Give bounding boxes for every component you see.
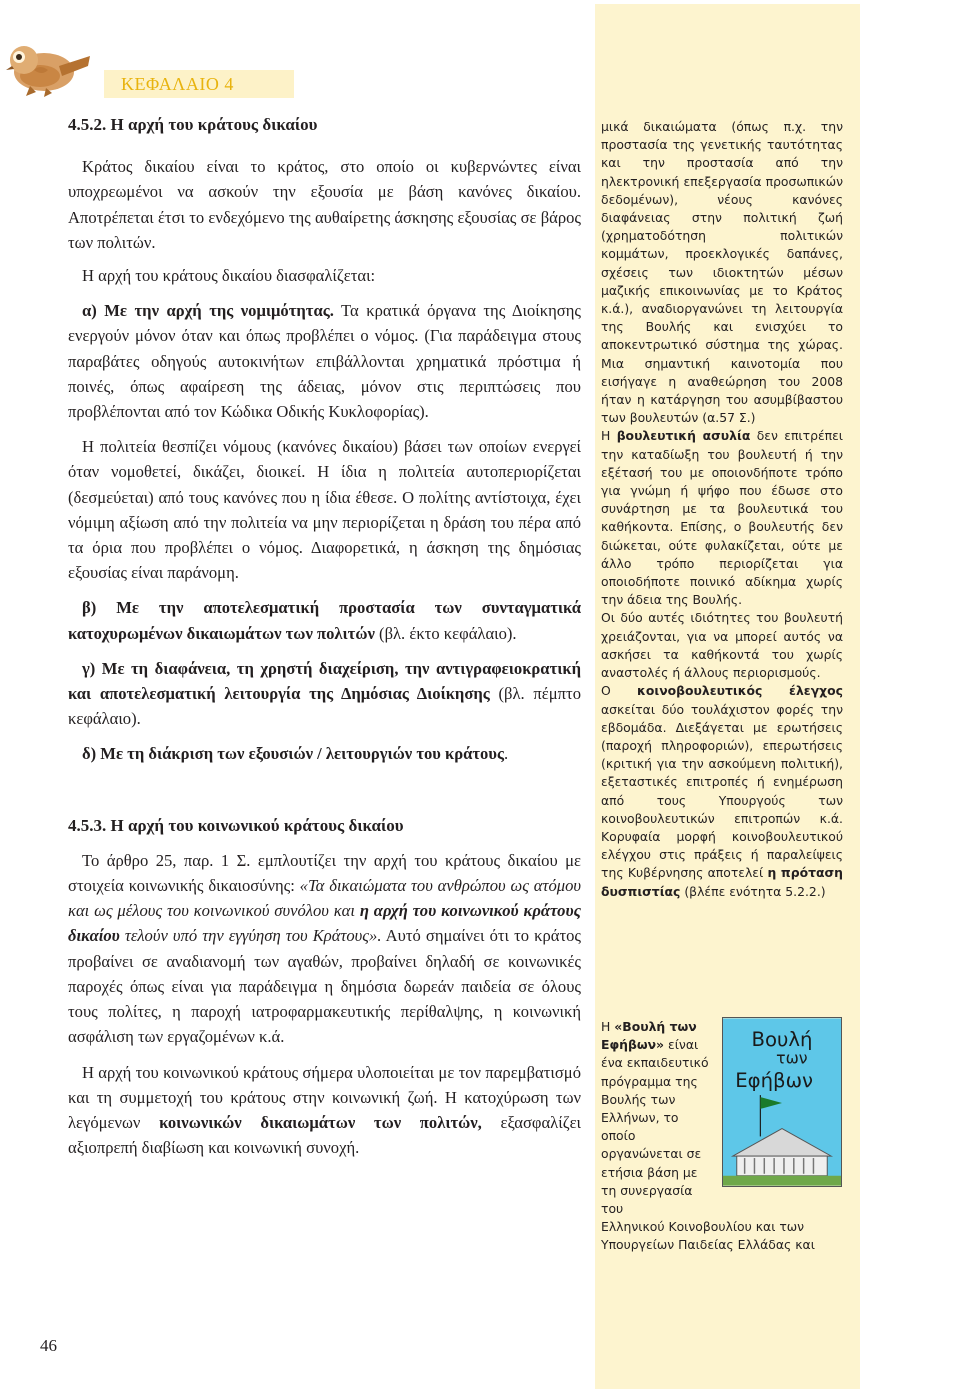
sidebar-line: Ελληνικού Κοινοβουλίου και των — [601, 1219, 805, 1235]
quote-emphasis: η αρχή του κοινωνικού κράτους δικαίου — [68, 901, 582, 946]
section-heading: 4.5.2. Η αρχή του κράτους δικαίου — [68, 115, 318, 134]
paragraph-text: Αυτό σημαίνει ότι το κράτος προβαίνει σε αναδιανομή των αγαθών, προβαίνει δηλαδή σε κοινωνικές παροχές όπως είναι για παράδειγμα η δημόσια δωρεάν παιδεία σε όλους τους πολίτες, η παροχή ιατροφαρμακευτικής περίθαλψης, η κοινωνική ασφάλιση των εργαζομένων κ.ά. — [68, 926, 581, 1047]
chapter-title: ΚΕΦΑΛΑΙΟ 4 — [121, 74, 234, 94]
paragraph-text: εξασφαλίζει αξιοπρεπή διαβίωση και κοινωνική συνοχή. — [68, 1112, 581, 1158]
sidebar-term: κοινοβουλευτικός έλεγχος — [637, 683, 843, 699]
sidebar-term: «Βουλή των Εφήβων» — [601, 1019, 697, 1053]
page-number: 46 — [40, 1336, 57, 1355]
paragraph — [68, 1060, 581, 1161]
sidebar-paragraph — [601, 427, 843, 609]
list-item-heading: β) Με την αποτελεσματική προστασία των συνταγματικά κατοχυρωμένων δικαιωμάτων των πολιτών — [68, 598, 581, 643]
paragraph-emphasis: κοινωνικών δικαιωμάτων των πολιτών, — [159, 1112, 482, 1132]
sidebar-paragraph — [601, 1018, 716, 1218]
sidebar-paragraph: μικά δικαιώματα (όπως π.χ. την προστασία της γενετικής ταυτότητας και την προστασία από την ηλεκτρονική επεξεργασία προσωπικών δεδομένων), νέους κανόνες διαφάνειας στην πολιτική ζωή (χρηματοδότηση πολιτικών κομμάτων, προεκλογικές δαπάνες, σχέσεις των ιδιοκτητών μέσων μαζικής επικοινωνίας με το Κράτος κ.ά.), αναδιοργανώνει τη λειτουργία της Βουλής και ενισχύει το αποκεντρωτικό σύστημα της χώρας. Μια σημαντική καινοτομία που εισήγαγε η αναθεώρηση του 2008 ήταν η κατάργηση του ασυμβίβαστου των βουλευτών (α.57 Σ.) — [601, 119, 843, 426]
list-item — [68, 595, 581, 645]
paragraph-text: Η αρχή του κοινωνικού κράτους σήμερα υλοποιείται με τον παρεμβατισμό και τη συμμετοχή του κράτους στην κοινωνική ζωή. Η κατοχύρωση των λεγόμενων — [68, 1062, 581, 1132]
sidebar-text — [601, 118, 843, 901]
list-item — [68, 741, 581, 766]
sidebar-text-run: ασκείται δύο τουλάχιστον φορές την εβδομάδα. Διεξάγεται με ερωτήσεις (παροχή πληροφοριών), επερωτήσεις (κριτική για την ασκούμενη πολιτική), εξεταστικές επιτροπές ή ενημέρωση από τους Υπουργούς των κοινοβουλευτικών επιτροπών κ.ά. Κορυφαία μορφή κοινοβουλευτικού ελέγχου στις πράξεις ή παραλείψεις της Κυβέρνησης αποτελεί — [601, 701, 843, 881]
sidebar-text-run: είναι ένα εκπαιδευτικό πρόγραμμα της Βουλής των Ελλήνων, το οποίο οργανώνεται σε ετήσια βάση με τη συνεργασία του — [601, 1037, 709, 1217]
list-item-text: . — [503, 744, 509, 764]
list-item-heading: γ) Με τη διαφάνεια, τη χρηστή διαχείριση, την αντιγραφειοκρατική και αποτελεσματική λειτουργία της Δημόσιας Διοίκησης — [68, 658, 581, 704]
list-item-text: (βλ. πέμπτο κεφάλαιο). — [68, 684, 581, 729]
sidebar-text-run: δεν επιτρέπει την καταδίωξη του βουλευτή ή την εξέτασή του με οποιονδήποτε τρόπο για γνώμη ή ψήφο που έδωσε στο συνάρτηση με τα βουλευτικά του καθήκοντα. Επίσης, ο βουλευτής δεν διώκεται, ούτε φυλακίζεται, ούτε με άλλο τρόπο περιορίζεται για οποιοδήποτε ποινικό αδίκημα χωρίς την άδεια της Βουλής. — [601, 428, 843, 608]
paragraph-text: Το άρθρο 25, παρ. 1 Σ. εμπλουτίζει την αρχή του κράτους δικαίου με στοιχεία κοινωνικής δικαιοσύνης: — [68, 850, 581, 896]
book-cover-image — [722, 1017, 842, 1187]
list-item-text: (βλ. έκτο κεφάλαιο). — [374, 623, 517, 643]
list-item-text: Τα κρατικά όργανα της Διοίκησης ενεργούν μόνον όταν και όπως προβλέπει ο νόμος. (Για παράδειγμα στους παραβάτες οδηγούς αυτοκινήτων επιβάλλονται χρηματικά πρόστιμα ή ποινές, όπως αφαίρεση της άδειας, μόνον στις περιπτώσεις που προβλέπονται από τον Κώδικα Οδικής Κυκλοφορίας). — [68, 301, 581, 422]
sidebar-paragraph — [601, 682, 843, 900]
list-item-heading: α) Με την αρχή της νομιμότητας. — [82, 301, 334, 321]
book-title-line: των — [776, 1048, 808, 1068]
quote-text: τελούν υπό την εγγύηση του Κράτους». — [119, 926, 382, 946]
sidebar-term: η πρόταση δυσπιστίας — [601, 865, 843, 899]
paragraph: Η αρχή του κράτους δικαίου διασφαλίζεται: — [82, 266, 376, 286]
paragraph: Η πολιτεία θεσπίζει νόμους (κανόνες δικαίου) βάσει των οποίων ενεργεί όταν νομοθετεί, δικάζει, διοικεί. Η ίδια η πολιτεία αυτοπεριορίζεται (δεσμεύεται) από τους κανόνες που η ίδια έθεσε. Ο πολίτης αντίστοιχα, έχει νόμιμη αξίωση από την πολιτεία να μην περιορίζεται η δράση του πέρα από τα όρια που προβλέπει ο νόμος. Διαφορετικά, η άσκηση της δημόσιας εξουσίας είναι παράνομη. — [68, 437, 581, 583]
book-title-line: Βουλή — [751, 1027, 813, 1051]
owl-figurine-icon — [4, 36, 94, 98]
book-title-line: Εφήβων — [735, 1069, 814, 1093]
sidebar-line: Υπουργείων Παιδείας Ελλάδας και — [601, 1237, 815, 1253]
main-column — [68, 112, 581, 1160]
sidebar-term: βουλευτική ασυλία — [616, 428, 751, 444]
sidebar-text-run: Η — [601, 428, 617, 444]
sidebar-text-run: (βλέπε ενότητα 5.2.2.) — [680, 883, 826, 899]
list-item — [68, 656, 581, 732]
quote-text: «Τα δικαιώματα του ανθρώπου ως ατόμου και ως μέλους του κοινωνικού συνόλου και — [68, 876, 581, 921]
list-item — [68, 298, 581, 424]
paragraph — [68, 848, 581, 1050]
sidebar-text-run: Η — [601, 1019, 615, 1034]
sidebar-text-run: Ο — [601, 683, 638, 699]
paragraph: Κράτος δικαίου είναι το κράτος, στο οποίο οι κυβερνώντες είναι υποχρεωμένοι να ασκούν την εξουσία με βάση κανόνες δικαίου. Αποτρέπεται έτσι το ενδεχόμενο της αυθαίρετης άσκησης εξουσίας σε βάρος των πολιτών. — [68, 157, 581, 252]
sidebar-paragraph: Οι δύο αυτές ιδιότητες του βουλευτή χρειάζονται, για να μπορεί αυτός να ασκήσει τα καθήκοντά του χωρίς αναστολές ή άλλους περιορισμούς. — [601, 610, 843, 681]
section-heading: 4.5.3. Η αρχή του κοινωνικού κράτους δικαίου — [68, 815, 404, 835]
list-item-heading: δ) Με τη διάκριση των εξουσιών / λειτουργιών του κράτους — [82, 744, 504, 764]
